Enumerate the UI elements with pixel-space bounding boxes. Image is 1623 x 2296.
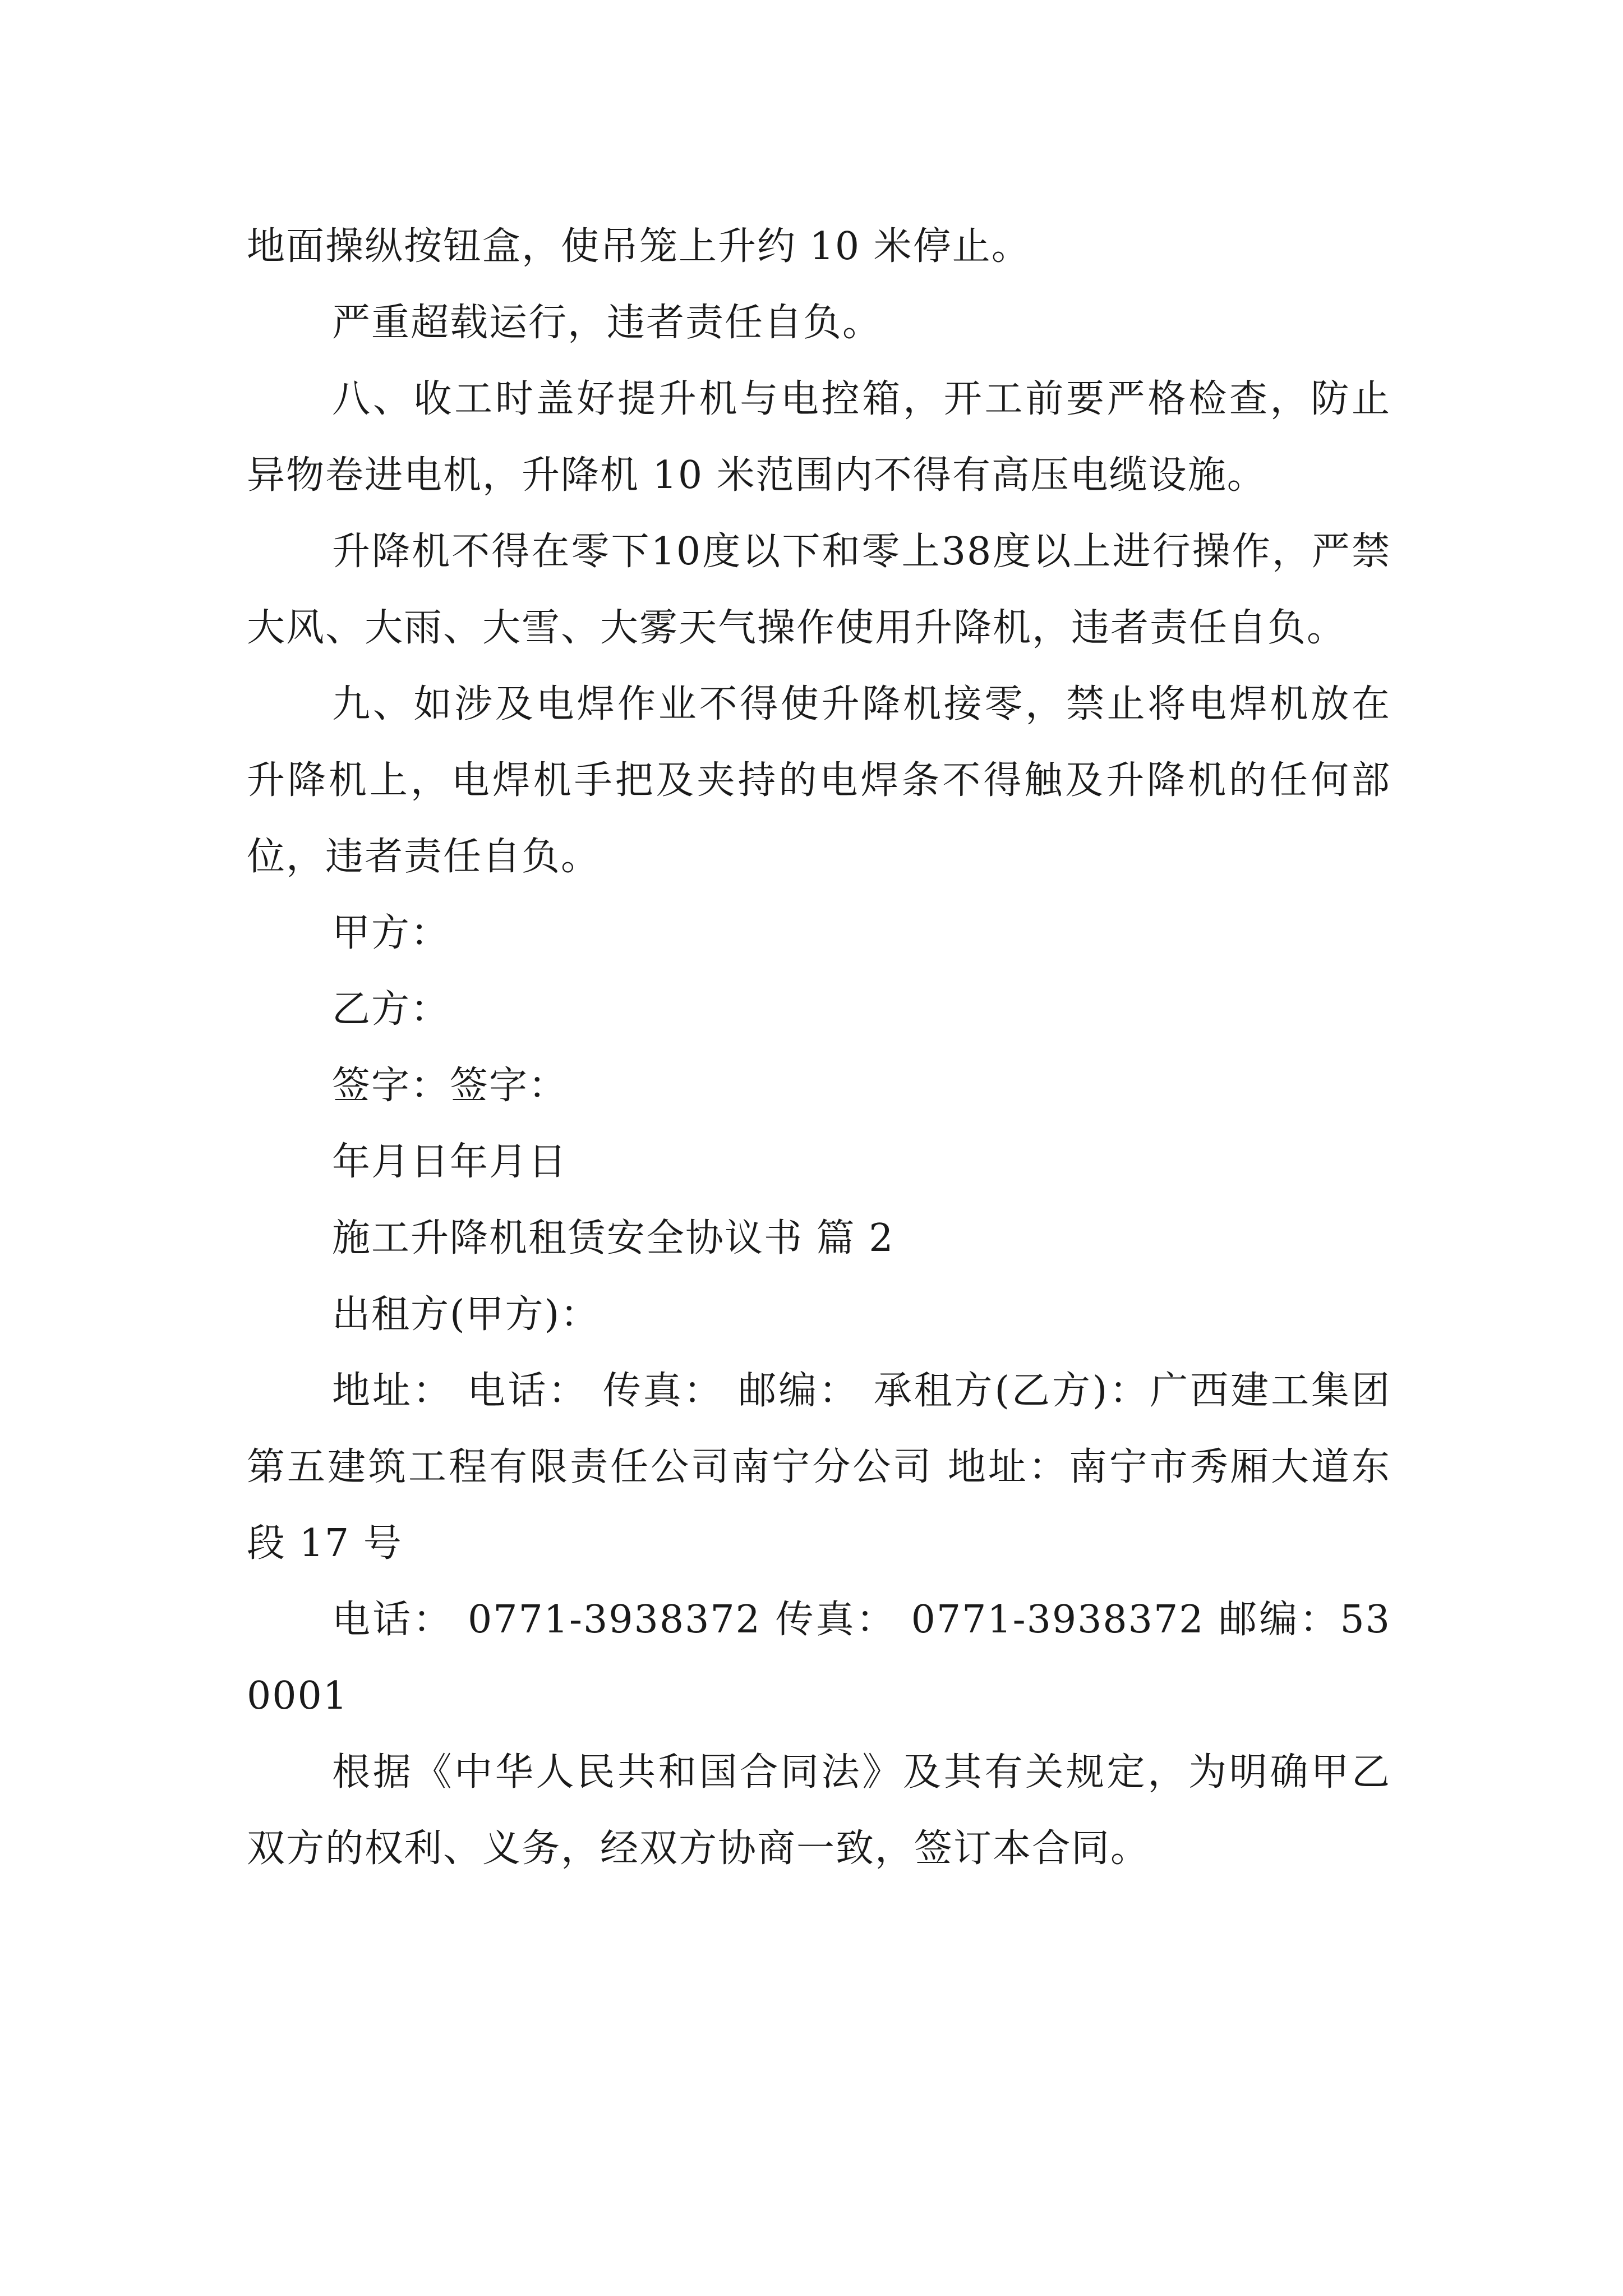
paragraph-temperature: 升降机不得在零下10度以下和零上38度以上进行操作，严禁大风、大雨、大雪、大雾天气操作使用升降机，违者责任自负。: [247, 530, 1391, 650]
paragraph-preamble: 根据《中华人民共和国合同法》及其有关规定，为明确甲乙双方的权利、义务，经双方协商一致，签订本合同。: [247, 1750, 1391, 1871]
party-b-line: 乙方：: [332, 987, 450, 1032]
document-body: [247, 209, 1391, 1887]
address-line: 地址： 电话： 传真： 邮编： 承租方(乙方)：广西建工集团第五建筑工程有限责任公司南宁分公司 地址：南宁市秀厢大道东段 17 号: [247, 1369, 1391, 1566]
paragraph-clause-8: 八、收工时盖好提升机与电控箱，开工前要严格检查，防止异物卷进电机，升降机 10 米范围内不得有高压电缆设施。: [247, 377, 1391, 498]
signature-line: 签字：签字：: [332, 1064, 568, 1108]
paragraph-clause-9: 九、如涉及电焊作业不得使升降机接零，禁止将电焊机放在升降机上，电焊机手把及夹持的电焊条不得触及升降机的任何部位，违者责任自负。: [247, 682, 1391, 879]
lessor-line: 出租方(甲方)：: [332, 1292, 600, 1337]
date-line: 年月日年月日: [332, 1140, 568, 1184]
paragraph-continuation: 地面操纵按钮盒，使吊笼上升约 10 米停止。: [247, 224, 1031, 269]
contact-line: 电话： 0771-3938372 传真： 0771-3938372 邮编：530001: [247, 1598, 1391, 1718]
section-title: 施工升降机租赁安全协议书 篇 2: [332, 1216, 895, 1260]
party-a-line: 甲方：: [332, 911, 450, 955]
paragraph-overload: 严重超载运行，违者责任自负。: [332, 301, 882, 345]
